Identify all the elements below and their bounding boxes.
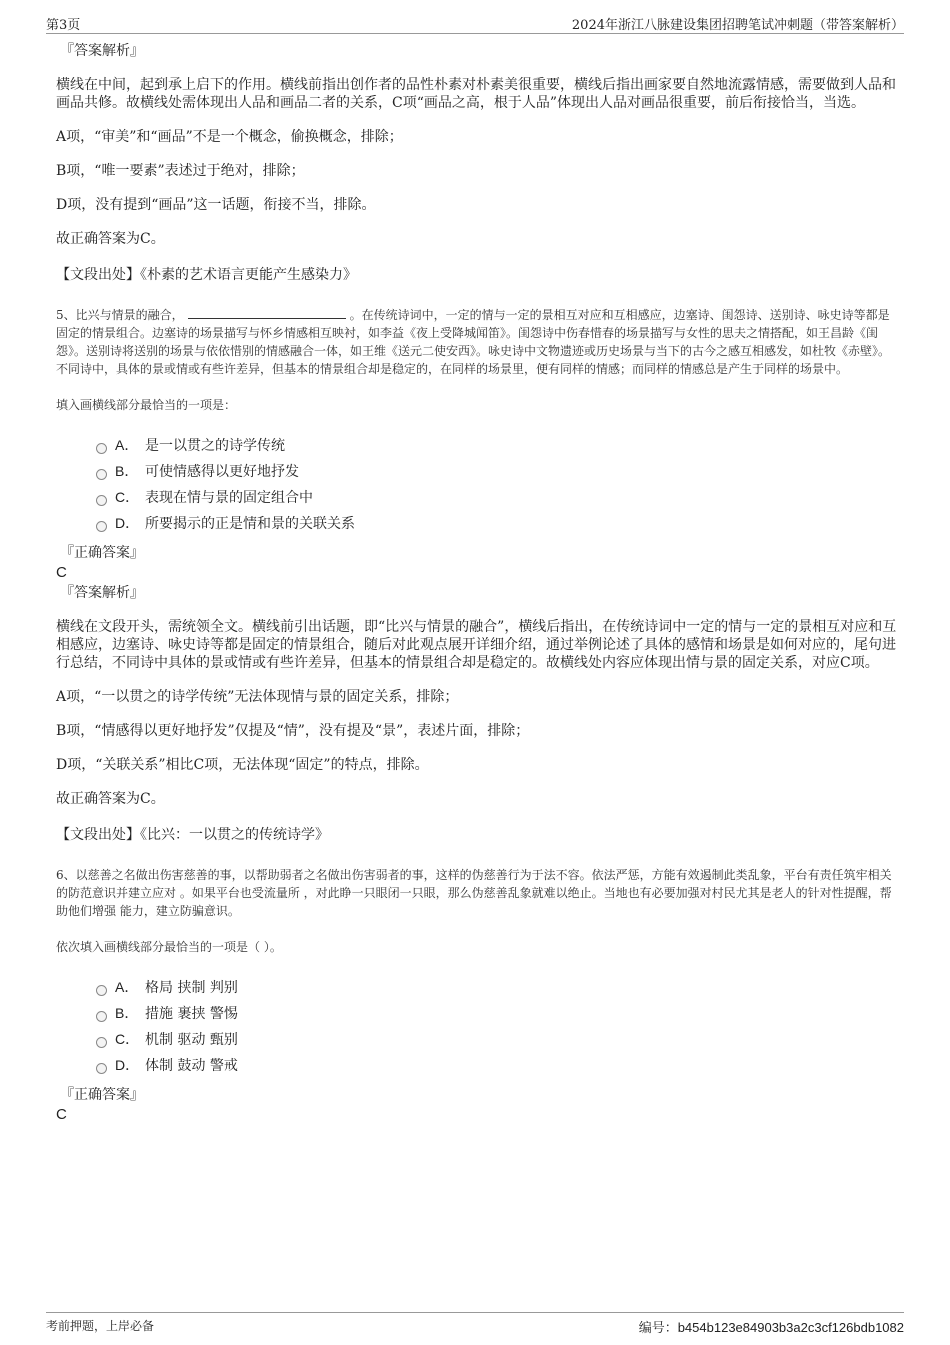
page-header <box>46 14 904 34</box>
question-6-answer <box>56 1084 898 1124</box>
question-5-text: 5、比兴与情景的融合， 。在传统诗词中，一定的情与一定的景相互对应和互相感应，边塞诗、闺怨诗、送别诗、咏史诗等都是固定的情景组合。边塞诗的场景描写与怀乡情感相互映衬，如李益《夜上受降城闻笛》。闺怨诗中伤春惜春的场景描写与女性的思夫之情搭配，如王昌龄《闺怨》。送别诗将送别的场景与依依惜别的情感融合一体，如王维《送元二使安西》。咏史诗中文物遗迹或历史场景与当下的古今之感互相感发，如杜牧《赤壁》。不同诗中，具体的景或情或有些许差异，但基本的情景组合却是稳定的，在同样的场景里，便有同样的情感；而同样的情感总是产生于同样的场景中。 <box>56 308 891 376</box>
option-c[interactable]: C． 表现在情与景的固定组合中 <box>96 484 898 510</box>
radio-icon[interactable] <box>96 1011 107 1022</box>
page-number: 第3页 <box>46 18 81 33</box>
question-5-answer <box>56 542 898 604</box>
option-a-analysis: A项，“一以贯之的诗学传统”无法体现情与景的固定关系，排除； <box>56 689 459 705</box>
radio-icon[interactable] <box>96 521 107 532</box>
option-d[interactable]: D． 体制 鼓动 警戒 <box>96 1052 898 1078</box>
conclusion: 故正确答案为C。 <box>56 791 165 807</box>
option-d[interactable]: D． 所要揭示的正是情和景的关联关系 <box>96 510 898 536</box>
analysis-text: 横线在中间，起到承上启下的作用。横线前指出创作者的品性朴素对朴素美很重要，横线后指出画家要自然地流露情感，需要做到人品和画品共修。故横线处需体现出人品和画品二者的关系，C项“画品之高，根于人品”体现出人品对画品很重要，前后衔接恰当，当选。 <box>56 77 896 111</box>
analysis-text: 横线在文段开头，需统领全文。横线前引出话题，即“比兴与情景的融合”，横线后指出，在传统诗词中一定的情与一定的景相互对应和互相感应，边塞诗、咏史诗等都是固定的情景组合，随后对此观点展开详细介绍，通过举例论述了具体的感情和场景是如何对应的，尾句进行总结，不同诗中具体的景或情或有些许差异，但基本的情景组合却是稳定的。故横线处内容应体现出情与景的固定关系，对应C项。 <box>56 619 897 671</box>
passage-source: 【文段出处】《朴素的艺术语言更能产生感染力》 <box>56 267 357 283</box>
radio-icon[interactable] <box>96 443 107 454</box>
page-footer <box>46 1312 904 1336</box>
question-6-options <box>56 974 898 1078</box>
page-content <box>56 40 898 1124</box>
option-a[interactable]: A． 格局 挟制 判别 <box>96 974 898 1000</box>
correct-answer: C <box>56 1106 67 1123</box>
passage-source: 【文段出处】《比兴：一以贯之的传统诗学》 <box>56 827 329 843</box>
radio-icon[interactable] <box>96 985 107 996</box>
question-5-prompt: 填入画横线部分最恰当的一项是： <box>56 398 237 412</box>
footer-slogan: 考前押题，上岸必备 <box>46 1319 155 1333</box>
document-code: 编号：b454b123e84903b3a2c3cf126bdb1082 <box>638 1320 904 1335</box>
option-b-analysis: B项，“唯一要素”表述过于绝对，排除； <box>56 163 305 179</box>
radio-icon[interactable] <box>96 1037 107 1048</box>
conclusion: 故正确答案为C。 <box>56 231 165 247</box>
option-a[interactable]: A． 是一以贯之的诗学传统 <box>96 432 898 458</box>
question-5-options <box>56 432 898 536</box>
correct-answer-label: 『正确答案』 <box>60 1087 144 1103</box>
correct-answer-label: 『正确答案』 <box>60 545 144 561</box>
option-b[interactable]: B． 可使情感得以更好地抒发 <box>96 458 898 484</box>
document-title: 2024年浙江八脉建设集团招聘笔试冲刺题（带答案解析） <box>571 18 904 33</box>
analysis-label: 『答案解析』 <box>60 585 144 601</box>
option-b-analysis: B项，“情感得以更好地抒发”仅提及“情”，没有提及“景”，表述片面，排除； <box>56 723 530 739</box>
option-a-analysis: A项，“审美”和“画品”不是一个概念，偷换概念，排除； <box>56 129 403 145</box>
question-6-text: 6、以慈善之名做出伤害慈善的事，以帮助弱者之名做出伤害弱者的事，这样的伪慈善行为于法不容。依法严惩，方能有效遏制此类乱象，平台有责任筑牢相关的防范意识并建立应对 。如果平台也受流量所 ，对此睁一只眼闭一只眼，那么伪慈善乱象就难以绝止。当地也有必要加强对村民尤其是老人的针对性提醒，帮助他们增强 能力，建立防骗意识。 <box>56 868 892 918</box>
radio-icon[interactable] <box>96 469 107 480</box>
radio-icon[interactable] <box>96 495 107 506</box>
option-d-analysis: D项，“关联关系”相比C项，无法体现“固定”的特点，排除。 <box>56 757 429 773</box>
radio-icon[interactable] <box>96 1063 107 1074</box>
option-d-analysis: D项，没有提到“画品”这一话题，衔接不当，排除。 <box>56 197 376 213</box>
option-b[interactable]: B． 措施 裹挟 警惕 <box>96 1000 898 1026</box>
correct-answer: C <box>56 564 67 581</box>
analysis-label: 『答案解析』 <box>60 43 144 59</box>
question-6-prompt: 依次填入画横线部分最恰当的一项是（ ）。 <box>56 940 282 954</box>
fill-blank <box>188 307 346 319</box>
option-c[interactable]: C． 机制 驱动 甄别 <box>96 1026 898 1052</box>
